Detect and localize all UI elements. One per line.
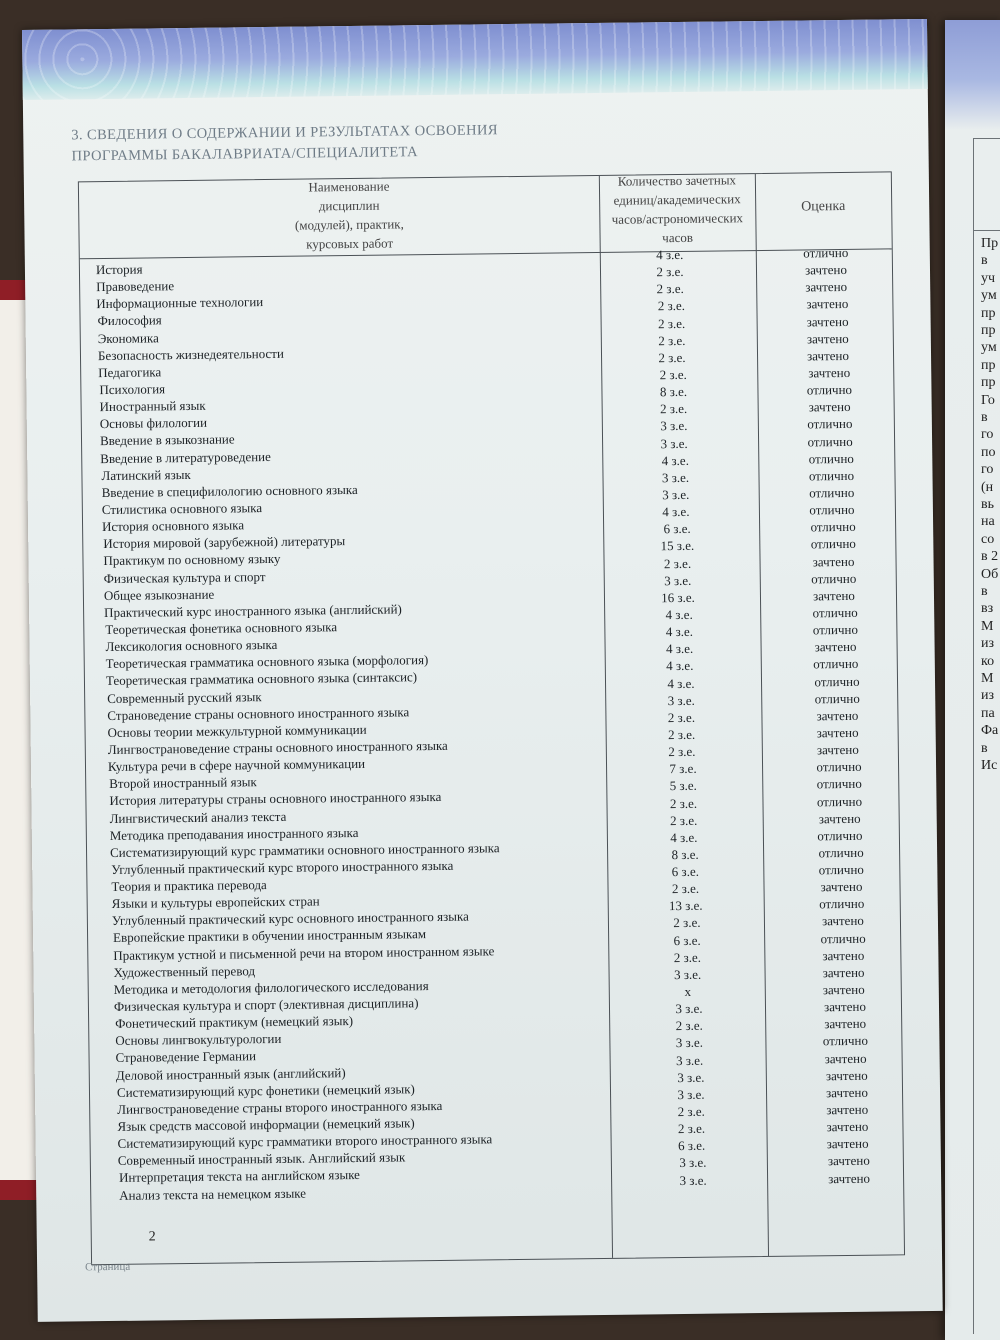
credits-value: 3 з.е. [673,966,702,983]
credits-value: 3 з.е. [667,692,695,708]
grade-value: отлично [814,690,860,707]
discipline-name: История мировой (зарубежной) литературы [103,533,346,552]
discipline-name: Теория и практика перевода [111,877,267,895]
right-page-fragment: Об [981,566,999,582]
header-name-line: дисциплин [318,197,380,214]
discipline-name: Педагогика [98,364,162,380]
credits-value: 2 з.е. [660,401,688,417]
discipline-name: Второй иностранный язык [109,774,257,792]
discipline-name: История [95,261,143,278]
grade-value: зачтено [826,1101,869,1118]
discipline-name: Теоретическая фонетика основного языка [105,619,338,637]
grade-value: отлично [813,656,859,672]
right-page-fragment: вз [981,601,994,617]
discipline-name: Углубленный практический курс основного иностранного языка [111,908,469,929]
grade-value: отлично [814,673,860,689]
header-grade: Оценка [801,198,846,215]
grade-value: отлично [807,433,853,449]
credits-value: 2 з.е. [658,349,686,366]
table-body [80,244,903,1205]
grade-value: зачтено [820,878,863,895]
credits-value: 4 з.е. [670,829,698,845]
credits-value: 3 з.е. [679,1172,707,1188]
discipline-name: Введение в литературоведение [100,448,271,466]
discipline-name: Анализ текста на немецком языке [119,1185,307,1203]
grade-value: зачтено [805,279,848,295]
credits-value: 4 з.е. [662,503,690,520]
grade-value: зачтено [808,364,851,381]
discipline-name: Практикум по основному языку [103,551,281,569]
right-page-fragment: в [981,410,988,425]
right-page-fragment: го [981,462,994,478]
discipline-name: Культура речи в сфере научной коммуникации [107,755,366,775]
credits-value: x [684,983,692,1000]
header-credits-line: часов/астрономических [611,210,744,227]
right-page-fragment: М [981,671,994,686]
header-credits-line: единиц/академических [613,191,741,208]
credits-value: 5 з.е. [669,778,697,794]
grade-value: зачтено [824,1050,867,1066]
discipline-name: Практикум устной и письменной речи на втором иностранном языке [113,942,495,963]
grade-value: зачтено [816,724,859,741]
grade-value: зачтено [816,741,859,758]
right-page-fragment: по [981,444,996,460]
discipline-name: Стилистика основного языка [101,500,263,518]
discipline-name: Страноведение Германии [115,1048,257,1066]
grade-value: зачтено [821,913,864,929]
section-title-line2: ПРОГРАММЫ БАКАЛАВРИАТА/СПЕЦИАЛИТЕТА [71,144,419,165]
grade-value: зачтено [824,1016,867,1032]
credits-value: 2 з.е. [673,915,701,931]
grade-value: зачтено [812,587,855,604]
grade-value: отлично [808,450,854,467]
grade-value: отлично [807,416,853,432]
grade-value: отлично [812,621,859,638]
discipline-name: Художественный перевод [113,962,256,980]
discipline-name: История основного языка [101,517,245,535]
credits-value: 4 з.е. [666,658,694,674]
discipline-name: Методика и методология филологического исследования [113,978,429,997]
credits-value: 2 з.е. [670,812,698,828]
discipline-name: Психология [99,381,166,398]
credits-value: 3 з.е. [661,469,690,486]
credits-value: 3 з.е. [677,1086,705,1102]
discipline-name: Латинский язык [101,466,191,483]
section-title-line1: 3. СВЕДЕНИЯ О СОДЕРЖАНИИ И РЕЗУЛЬТАТАХ ОСВОЕНИЯ [71,122,498,144]
discipline-name: Общее языкознание [103,586,215,603]
discipline-name: Безопасность жизнедеятельности [97,345,284,363]
right-page-fragment: пр [981,305,996,321]
credits-value: 3 з.е. [660,435,688,451]
credits-value: 4 з.е. [667,675,695,691]
credits-value: 2 з.е. [669,795,698,811]
grade-value: зачтено [818,810,861,826]
discipline-name: История литературы страны основного иностранного языка [109,789,442,809]
right-page-fragment: в 2 [981,549,999,565]
credits-value: 16 з.е. [661,589,695,606]
right-page-fragment: в [981,740,988,756]
grade-value: отлично [816,793,863,809]
credits-value: 4 з.е. [665,606,693,623]
right-page-fragment: пр [981,375,996,391]
credits-value: 2 з.е. [677,1120,706,1137]
header-name-line: Наименование [308,178,390,195]
discipline-name: Лексикология основного языка [105,637,278,655]
credits-value: 3 з.е. [675,1035,704,1051]
footer-label: Страница [85,1260,131,1274]
disciplines-table [78,171,905,1265]
header-name-line: (модулей), практик, [294,216,404,233]
credits-value: 2 з.е. [677,1103,705,1120]
discipline-name: Систематизирующий курс грамматики второго иностранного языка [117,1131,493,1152]
credits-value: 6 з.е. [671,863,699,880]
grade-value: зачтено [806,330,849,347]
credits-value: 2 з.е. [659,366,687,383]
grade-value: зачтено [822,964,865,981]
grade-value: зачтено [807,347,850,364]
grade-value: отлично [811,570,857,587]
grade-value: отлично [818,861,864,878]
right-page-fragment: ум [981,288,997,304]
credits-value: 4 з.е. [665,623,694,640]
grade-value: зачтено [812,553,855,569]
discipline-name: Систематизирующий курс грамматики основного иностранного языка [109,840,500,860]
credits-value: 6 з.е. [673,932,701,948]
right-page-fragment: Пр [981,236,999,251]
grade-value: зачтено [828,1170,871,1186]
grade-value: зачтено [806,313,849,329]
right-page-header-line [973,230,1000,231]
discipline-name: Деловой иностранный язык (английский) [115,1064,346,1083]
discipline-name: Европейские практики в обучении иностранным языкам [113,926,427,946]
right-page-fragment: вь [981,497,994,512]
discipline-name: Информационные технологии [96,294,264,312]
right-page-fragment: пр [981,323,996,338]
discipline-name: Фонетический практикум (немецкий язык) [115,1013,354,1032]
credits-value: 2 з.е. [671,880,700,897]
credits-value: 4 з.е. [661,452,689,468]
credits-value: 3 з.е. [679,1155,707,1171]
discipline-name: Физическая культура и спорт (элективная дисциплина) [113,995,419,1014]
credits-value: 4 з.е. [656,246,684,263]
discipline-name: Теоретическая грамматика основного языка (синтаксис) [105,669,418,689]
grade-value: зачтено [826,1118,869,1135]
grade-value: зачтено [823,998,867,1015]
right-page [945,20,1000,1340]
grade-value: отлично [818,844,864,861]
header-credits-line: часов [662,229,694,246]
grade-value: зачтено [816,707,859,724]
discipline-name: Введение в языкознание [99,431,235,449]
credits-value: 7 з.е. [669,761,697,777]
header-name-line: курсовых работ [306,235,394,252]
header-credits [599,170,756,248]
discipline-name: Методика преподавания иностранного языка [109,824,359,843]
grade-value: отлично [810,519,856,535]
discipline-name: Основы филологии [99,415,208,432]
grade-value: зачтено [814,639,857,655]
right-page-fragment: Ис [981,758,998,773]
grade-value: зачтено [826,1136,869,1152]
grade-value: зачтено [806,296,849,312]
credits-value: 15 з.е. [660,538,695,554]
credits-value: 2 з.е. [657,315,686,331]
discipline-name: Страноведение страны основного иностранного языка [107,703,410,723]
right-page-fragment: па [981,705,995,721]
discipline-name: Правоведение [96,278,175,295]
right-page-fragment: пр [981,357,996,373]
credits-value: 13 з.е. [668,898,703,914]
right-page-fragment: (н [981,479,994,495]
discipline-name: Основы теории межкультурной коммуникации [107,721,367,740]
grade-value: отлично [809,484,855,501]
right-page-fragment: ко [981,653,995,669]
credits-value: 2 з.е. [668,743,696,760]
grade-value: зачтено [827,1153,870,1169]
header-name [199,175,500,255]
grade-value: зачтено [822,981,865,998]
discipline-name: Теоретическая грамматика основного языка (морфология) [105,652,429,672]
discipline-name: Лингвострановедение страны второго иностранного языка [117,1097,443,1117]
right-page-fragment: из [981,636,995,652]
credits-value: 3 з.е. [675,1000,703,1017]
right-page-fragment: го [981,427,994,443]
credits-value: 2 з.е. [667,726,696,743]
right-page-fragment: ум [981,340,997,356]
credits-value: 2 з.е. [673,949,702,965]
credits-value: 2 з.е. [656,281,684,297]
diploma-supplement-page [22,19,943,1322]
grade-value: отлично [808,467,855,484]
grade-value: зачтено [826,1084,869,1101]
credits-value: 4 з.е. [665,641,694,657]
credits-value: 2 з.е. [663,555,692,571]
grade-value: отлично [817,827,863,844]
grade-value: отлично [803,244,849,261]
credits-value: 6 з.е. [663,521,691,537]
credits-value: 2 з.е. [656,264,684,280]
credits-value: 3 з.е. [675,1052,704,1068]
discipline-name: Экономика [97,329,159,346]
credits-value: 3 з.е. [660,418,688,434]
right-page-fragment: Го [981,392,995,408]
grade-value: зачтено [804,262,848,278]
grade-value: отлично [816,776,862,792]
grade-value: отлично [806,382,853,398]
right-page-fragment: в [981,584,988,599]
credits-value: 3 з.е. [664,572,692,588]
discipline-name: Современный иностранный язык. Английский язык [117,1149,406,1169]
discipline-name: Углубленный практический курс второго иностранного языка [111,857,454,877]
credits-value: 2 з.е. [675,1018,703,1034]
grade-value: отлично [816,759,862,775]
right-page-fragment: Фа [981,723,999,739]
discipline-name: Современный русский язык [107,688,262,706]
discipline-name: Лингвострановедение страны основного иностранного языка [107,737,448,757]
grade-value: отлично [812,604,858,621]
right-page-fragment: из [981,688,995,704]
grade-value: зачтено [822,947,865,964]
discipline-name: Систематизирующий курс фонетики (немецкий язык) [116,1081,415,1100]
discipline-name: Язык средств массовой информации (немецкий язык) [117,1115,415,1134]
header-credits-line: Количество зачетных [617,172,737,189]
section-title [71,118,671,167]
right-page-fragment: со [981,531,995,547]
grade-value: отлично [819,896,865,912]
grade-value: отлично [809,501,855,518]
credits-value: 2 з.е. [667,709,696,725]
discipline-name: Основы лингвокультурологии [115,1031,282,1049]
grade-value: зачтено [808,399,851,415]
page-number: 2 [148,1229,156,1245]
credits-value: 8 з.е. [659,384,688,400]
discipline-name: Введение в специфилологию основного языка [101,481,358,500]
discipline-name: Практический курс иностранного языка (английский) [104,601,402,620]
discipline-name: Иностранный язык [99,397,206,415]
right-page-fragment: на [981,514,995,530]
discipline-name: Лингвистический анализ текста [109,808,287,826]
credits-value: 2 з.е. [657,298,686,314]
discipline-name: Интерпретация текста на английском языке [118,1167,361,1186]
discipline-name: Философия [97,312,162,329]
grade-value: отлично [820,930,866,946]
credits-value: 6 з.е. [678,1138,706,1154]
right-page-fragment: уч [981,270,996,286]
right-page-fragment: М [981,618,994,634]
credits-value: 8 з.е. [671,846,699,863]
right-page-fragment: в [981,253,988,269]
grade-value: отлично [810,536,856,552]
grade-value: зачтено [825,1067,868,1084]
discipline-name: Языки и культуры европейских стран [111,893,320,912]
guilloche-banner [22,19,928,100]
credits-value: 2 з.е. [658,332,686,348]
credits-value: 3 з.е. [677,1069,705,1085]
grade-value: отлично [822,1033,869,1049]
discipline-name: Физическая культура и спорт [103,568,266,586]
credits-value: 3 з.е. [662,486,690,503]
